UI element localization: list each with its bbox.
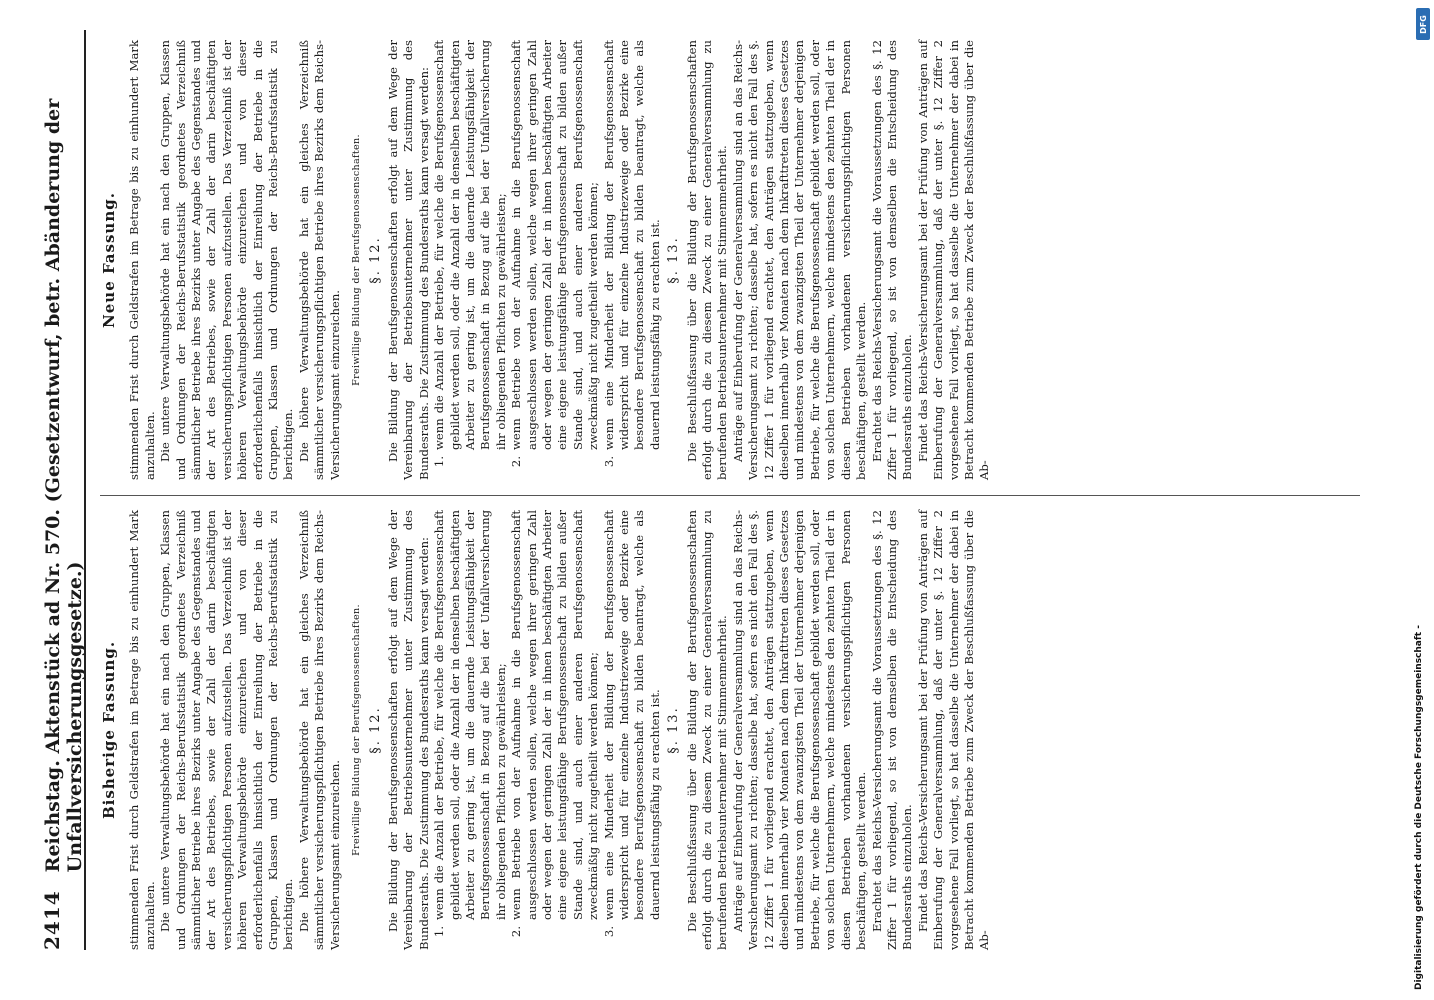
header-rule xyxy=(84,30,86,950)
list-item-text: wenn die Anzahl der Betriebe, für welche die Berufsgenossenschaft gebildet werden soll, oder die Anzahl der in denselben beschäftigten Arbeiter zu gering ist, um die dauernde Leistungsfähigkeit der Berufsgenossenschaft in Bezug auf die bei der Unfallversicherung ihr obliegenden Pflichten zu gewährleisten; xyxy=(432,510,508,920)
paragraph: Die höhere Verwaltungsbehörde hat ein gleiches Verzeichniß sämmtlicher versicherungspflichtigen Betriebe ihres Bezirks dem Reichs-Versicherungsamt einzureichen. xyxy=(296,40,342,480)
paragraph: Anträge auf Einberufung der Generalversammlung sind an das Reichs-Versicherungsamt zu richten; dasselbe hat, sofern es nicht den Fall des §. 12 Ziffer 1 für vorliegend erachtet, den Anträgen stattzugeben, wenn dieselben innerhalb vier Monaten nach dem Inkrafttreten dieses Gesetzes und mindestens von dem zwanzigsten Theil der Unternehmer derjenigen Betriebe, für welche die Berufsgenossenschaft gebildet werden soll, oder von solchen Unternehmern, welche mindestens den zehnten Theil der in diesen Betrieben vorhandenen versicherungspflichtigen Personen beschäftigen, gestellt werden. xyxy=(730,510,869,950)
list-item-text: wenn die Anzahl der Betriebe, für welche die Berufsgenossenschaft gebildet werden soll, oder die Anzahl der in denselben beschäftigten Arbeiter zu gering ist, um die dauernde Leistungsfähigkeit der Berufsgenossenschaft in Bezug auf die bei der Unfallversicherung ihr obliegenden Pflichten zu gewährleisten; xyxy=(432,40,508,450)
list-item xyxy=(509,40,601,474)
list-item-number: 1. xyxy=(432,456,447,468)
list-item-text: wenn Betriebe von der Aufnahme in die Berufsgenossenschaft ausgeschlossen werden sollen, welche wegen ihrer geringen Zahl oder wegen der geringen Zahl der in ihnen beschäftigten Arbeiter eine eigene leistungsfähige Berufsgenossenschaft zu bilden außer Stande sind, und auch einer anderen Berufsgenossenschaft zweckmäßig nicht zugetheilt werden können; xyxy=(509,40,601,450)
scanned-page xyxy=(20,20,1410,980)
paragraph: Erachtet das Reichs-Versicherungsamt die Voraussetzungen des §. 12 Ziffer 1 für vorliegend, so ist von demselben die Entscheidung des Bundesraths einzuholen. xyxy=(869,510,915,950)
list-item-number: 3. xyxy=(601,926,616,938)
page-title: Reichstag. Aktenstück ad Nr. 570. (Gesetzentwurf, betr. Abänderung der Unfallversicherungsgesetze.) xyxy=(42,98,86,873)
list-item-number: 1. xyxy=(432,926,447,938)
column-old-version xyxy=(100,510,1370,950)
section-number: §. 12. xyxy=(367,236,383,284)
section-subheading: Freiwillige Bildung der Berufsgenossenschaften. xyxy=(351,134,363,386)
section-subheading: Freiwillige Bildung der Berufsgenossenschaften. xyxy=(351,604,363,856)
paragraph: Die Beschlußfassung über die Bildung der Berufsgenossenschaften erfolgt durch die zu diesem Zweck zu einer Generalversammlung zu berufenden Betriebsunternehmer mit Stimmenmehrheit. xyxy=(684,40,730,480)
paragraph: Die Beschlußfassung über die Bildung der Berufsgenossenschaften erfolgt durch die zu diesem Zweck zu einer Generalversammlung zu berufenden Betriebsunternehmer mit Stimmenmehrheit. xyxy=(684,510,730,950)
section-number: §. 13. xyxy=(666,236,682,284)
paragraph: stimmenden Frist durch Geldstrafen im Betrage bis zu einhundert Mark anzuhalten. xyxy=(127,510,157,950)
section-number: §. 13. xyxy=(666,706,682,754)
list-item-text: wenn Betriebe von der Aufnahme in die Berufsgenossenschaft ausgeschlossen werden sollen, welche wegen ihrer geringen Zahl oder wegen der geringen Zahl der in ihnen beschäftigten Arbeiter eine eigene leistungsfähige Berufsgenossenschaft zu bilden außer Stande sind, und auch einer anderen Berufsgenossenschaft zweckmäßig nicht zugetheilt werden können; xyxy=(509,510,601,920)
column-heading-new: Neue Fassung. xyxy=(100,192,118,328)
list-item-text: wenn eine Minderheit der Bildung der Berufsgenossenschaft widerspricht und für einzelne Industriezweige oder Bezirke eine besondere Berufsgenossenschaft zu bilden beantragt, welche als dauernd leistungsfähig zu erachten ist. xyxy=(601,40,662,450)
paragraph: Die untere Verwaltungsbehörde hat ein nach den Gruppen, Klassen und Ordnungen der Reichs-Berufsstatistik geordnetes Verzeichniß sämmtlicher Betriebe ihres Bezirks unter Angabe des Gegenstandes und der Art des Betriebes, sowie der Zahl der darin beschäftigten versicherungspflichtigen Personen aufzustellen. Das Verzeichniß ist der höheren Verwaltungsbehörde einzureichen und von dieser erforderlichenfalls hinsichtlich der Einreihung der Betriebe in die Gruppen, Klassen und Ordnungen der Reichs-Berufsstatistik zu berichtigen. xyxy=(158,510,296,950)
section-number: §. 12. xyxy=(367,706,383,754)
paragraph: Die Bildung der Berufsgenossenschaften erfolgt auf dem Wege der Vereinbarung der Betriebsunternehmer unter Zustimmung des Bundesraths. Die Zustimmung des Bundesraths kann versagt werden: xyxy=(385,40,431,480)
column-new-version xyxy=(100,40,1370,480)
list-item-text: wenn eine Minderheit der Bildung der Berufsgenossenschaft widerspricht und für einzelne Industriezweige oder Bezirke eine besondere Berufsgenossenschaft zu bilden beantragt, welche als dauernd leistungsfähig zu erachten ist. xyxy=(601,510,662,920)
paragraph: Anträge auf Einberufung der Generalversammlung sind an das Reichs-Versicherungsamt zu richten; dasselbe hat, sofern es nicht den Fall des §. 12 Ziffer 1 für vorliegend erachtet, den Anträgen stattzugeben, wenn dieselben innerhalb vier Monaten nach dem Inkrafttreten dieses Gesetzes und mindestens von dem zwanzigsten Theil der Unternehmer derjenigen Betriebe, für welche die Berufsgenossenschaft gebildet werden soll, oder von solchen Unternehmern, welche mindestens den zehnten Theil der in diesen Betrieben vorhandenen versicherungspflichtigen Personen beschäftigen, gestellt werden. xyxy=(730,40,869,480)
list-item xyxy=(602,510,664,944)
paragraph: stimmenden Frist durch Geldstrafen im Betrage bis zu einhundert Mark anzuhalten. xyxy=(127,40,157,480)
paragraph: Die höhere Verwaltungsbehörde hat ein gleiches Verzeichniß sämmtlicher versicherungspflichtigen Betriebe ihres Bezirks dem Reichs-Versicherungsamt einzureichen. xyxy=(296,510,342,950)
paragraph: Findet das Reichs-Versicherungsamt bei der Prüfung von Anträgen auf Einberufung der Generalversammlung, daß der unter §. 12 Ziffer 2 vorgesehene Fall vorliegt, so hat dasselbe die Unternehmer der dabei in Betracht kommenden Betriebe zum Zweck der Beschlußfassung über die Ab- xyxy=(915,510,992,950)
dfg-logo xyxy=(1416,8,1430,40)
list-item-number: 2. xyxy=(509,456,524,468)
column-heading-old: Bisherige Fassung. xyxy=(100,640,118,820)
page-header xyxy=(40,30,86,950)
paragraph: Erachtet das Reichs-Versicherungsamt die Voraussetzungen des §. 12 Ziffer 1 für vorliegend, so ist von demselben die Entscheidung des Bundesraths einzuholen. xyxy=(869,40,915,480)
page-number: 2414 xyxy=(40,890,64,950)
paragraph: Die untere Verwaltungsbehörde hat ein nach den Gruppen, Klassen und Ordnungen der Reichs-Berufsstatistik geordnetes Verzeichniß sämmtlicher Betriebe ihres Bezirks unter Angabe des Gegenstandes und der Art des Betriebes, sowie der Zahl der darin beschäftigten versicherungspflichtigen Personen aufzustellen. Das Verzeichniß ist der höheren Verwaltungsbehörde einzureichen und von dieser erforderlichenfalls hinsichtlich der Einreihung der Betriebe in die Gruppen, Klassen und Ordnungen der Reichs-Berufsstatistik zu berichtigen. xyxy=(158,40,296,480)
paragraph: Die Bildung der Berufsgenossenschaften erfolgt auf dem Wege der Vereinbarung der Betriebsunternehmer unter Zustimmung des Bundesraths. Die Zustimmung des Bundesraths kann versagt werden: xyxy=(385,510,431,950)
list-item-number: 3. xyxy=(601,456,616,468)
column-divider xyxy=(100,495,1360,496)
list-item-number: 2. xyxy=(509,926,524,938)
list-item xyxy=(432,40,509,474)
digitization-credit: Digitalisierung gefördert durch die Deutsche Forschungsgemeinschaft - xyxy=(1414,625,1424,990)
list-item xyxy=(432,510,509,944)
list-item xyxy=(509,510,601,944)
dfg-logo-text: DFG xyxy=(1418,14,1428,34)
paragraph: Findet das Reichs-Versicherungsamt bei der Prüfung von Anträgen auf Einberufung der Generalversammlung, daß der unter §. 12 Ziffer 2 vorgesehene Fall vorliegt, so hat dasselbe die Unternehmer der dabei in Betracht kommenden Betriebe zum Zweck der Beschlußfassung über die Ab- xyxy=(915,40,992,480)
list-item xyxy=(602,40,664,474)
